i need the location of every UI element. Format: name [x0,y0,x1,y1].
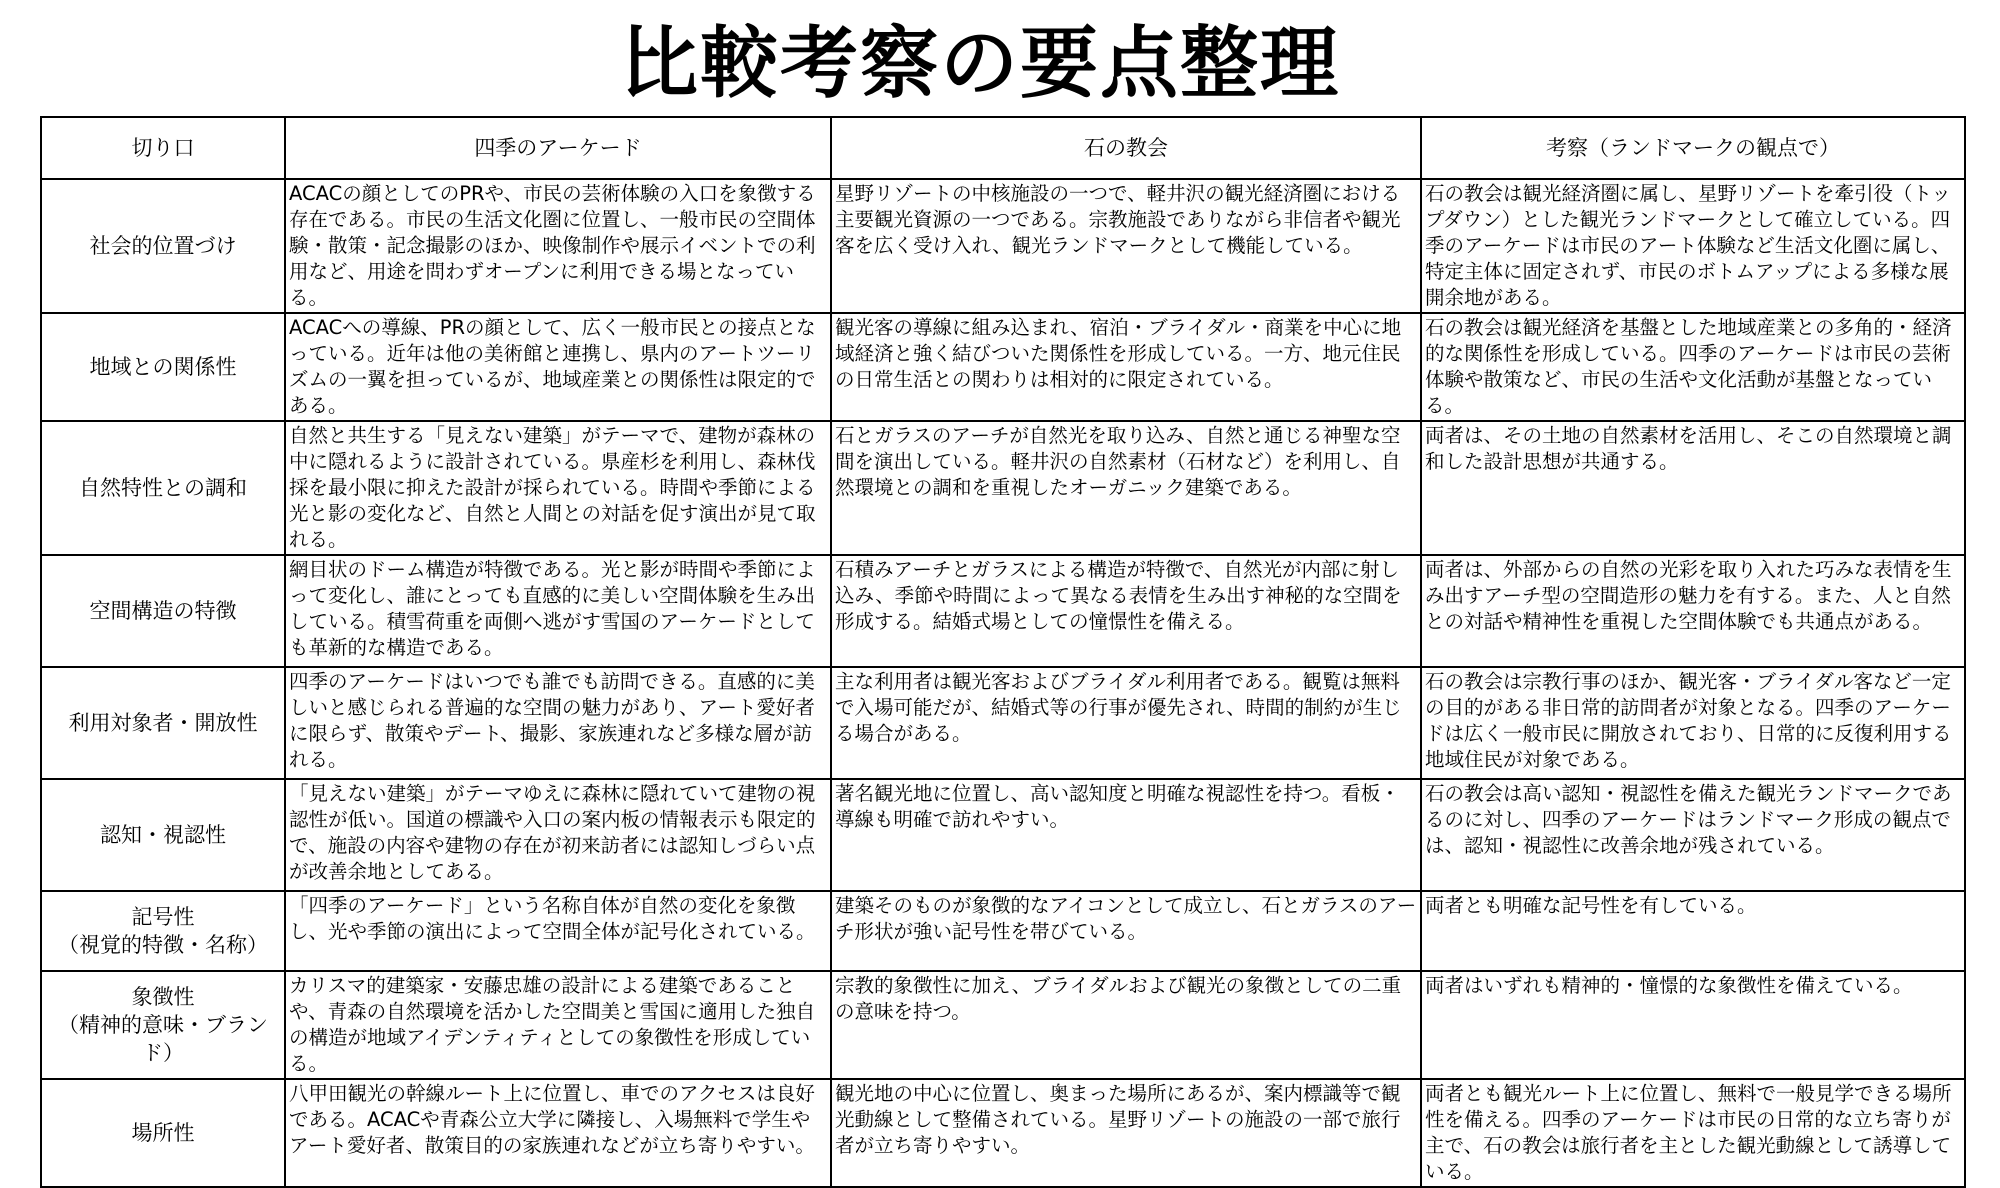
category-label: 自然特性との調和 [79,476,247,500]
row-category [41,179,285,313]
page-title: 比較考察の要点整理 [619,19,1340,109]
arcade-cell: 網目状のドーム構造が特徴である。光と影が時間や季節によって変化し、誰にとっても直感的に美しい空間体験を生み出している。積雪荷重を両側へ逃がす雪国のアーケードとしても革新的な構造である。 [285,555,831,667]
church-cell: 石積みアーチとガラスによる構造が特徴で、自然光が内部に射し込み、季節や時間によって異なる表情を生み出す神秘的な空間を形成する。結婚式場としての憧憬性を備える。 [831,555,1421,667]
church-cell: 石とガラスのアーチが自然光を取り込み、自然と通じる神聖な空間を演出している。軽井沢の自然素材（石材など）を利用し、自然環境との調和を重視したオーガニック建築である。 [831,421,1421,555]
row-category [41,891,285,971]
header-aspect: 切り口 [41,117,285,179]
header-arcade: 四季のアーケード [285,117,831,179]
consideration-cell: 両者は、外部からの自然の光彩を取り入れた巧みな表情を生み出すアーチ型の空間造形の魅力を有する。また、人と自然との対話や精神性を重視した空間体験でも共通点がある。 [1421,555,1965,667]
category-label: 地域との関係性 [89,355,237,379]
table-row [41,179,1965,313]
consideration-cell: 両者とも観光ルート上に位置し、無料で一般見学できる場所性を備える。四季のアーケードは市民の日常的な立ち寄りが主で、石の教会は旅行者を主とした観光動線として誘導している。 [1421,1079,1965,1187]
row-category [41,421,285,555]
church-cell: 主な利用者は観光客およびブライダル利用者である。観覧は無料で入場可能だが、結婚式等の行事が優先され、時間的制約が生じる場合がある。 [831,667,1421,779]
header-church: 石の教会 [831,117,1421,179]
category-label: 社会的位置づけ [89,234,237,258]
category-label: 認知・視認性 [100,823,226,847]
consideration-cell: 石の教会は観光経済圏に属し、星野リゾートを牽引役（トップダウン）とした観光ランドマークとして確立している。四季のアーケードは市民のアート体験など生活文化圏に属し、特定主体に固定されず、市民のボトムアップによる多様な展開余地がある。 [1421,179,1965,313]
row-category [41,667,285,779]
category-label: 利用対象者・開放性 [68,711,258,735]
comparison-table [40,116,1966,1188]
table-row [41,891,1965,971]
row-category [41,971,285,1079]
category-label: 空間構造の特徴 [89,599,237,623]
arcade-cell: 四季のアーケードはいつでも誰でも訪問できる。直感的に美しいと感じられる普遍的な空間の魅力があり、アート愛好者に限らず、散策やデート、撮影、家族連れなど多様な層が訪れる。 [285,667,831,779]
arcade-cell: 「見えない建築」がテーマゆえに森林に隠れていて建物の視認性が低い。国道の標識や入口の案内板の情報表示も限定的で、施設の内容や建物の存在が初来訪者には認知しづらい点が改善余地としてある。 [285,779,831,891]
row-category [41,313,285,421]
consideration-cell: 両者はいずれも精神的・憧憬的な象徴性を備えている。 [1421,971,1965,1079]
church-cell: 観光客の導線に組み込まれ、宿泊・ブライダル・商業を中心に地域経済と強く結びついた関係性を形成している。一方、地元住民の日常生活との関わりは相対的に限定されている。 [831,313,1421,421]
consideration-cell: 石の教会は宗教行事のほか、観光客・ブライダル客など一定の目的がある非日常的訪問者が対象となる。四季のアーケードは広く一般市民に開放されており、日常的に反復利用する地域住民が対象である。 [1421,667,1965,779]
table-row [41,1079,1965,1187]
arcade-cell: 自然と共生する「見えない建築」がテーマで、建物が森林の中に隠れるように設計されている。県産杉を利用し、森林伐採を最小限に抑えた設計が採られている。時間や季節による光と影の変化など、自然と人間との対話を促す演出が見て取れる。 [285,421,831,555]
table-row [41,313,1965,421]
arcade-cell: 八甲田観光の幹線ルート上に位置し、車でのアクセスは良好である。ACACや青森公立大学に隣接し、入場無料で学生やアート愛好者、散策目的の家族連れなどが立ち寄りやすい。 [285,1079,831,1187]
arcade-cell: ACACへの導線、PRの顔として、広く一般市民との接点となっている。近年は他の美術館と連携し、県内のアートツーリズムの一翼を担っているが、地域産業との関係性は限定的である。 [285,313,831,421]
category-sublabel: （視覚的特徴・名称） [58,933,268,957]
table-row [41,779,1965,891]
row-category [41,779,285,891]
table-header-row [41,117,1965,179]
row-category [41,1079,285,1187]
category-label: 記号性 [131,905,195,929]
church-cell: 著名観光地に位置し、高い認知度と明確な視認性を持つ。看板・導線も明確で訪れやすい。 [831,779,1421,891]
category-label: 象徴性 [131,985,195,1009]
table-row [41,421,1965,555]
arcade-cell: ACACの顔としてのPRや、市民の芸術体験の入口を象徴する存在である。市民の生活文化圏に位置し、一般市民の空間体験・散策・記念撮影のほか、映像制作や展示イベントでの利用など、用途を問わずオープンに利用できる場となっている。 [285,179,831,313]
consideration-cell: 両者は、その土地の自然素材を活用し、そこの自然環境と調和した設計思想が共通する。 [1421,421,1965,555]
header-consideration: 考察（ランドマークの観点で） [1421,117,1965,179]
row-category [41,555,285,667]
church-cell: 建築そのものが象徴的なアイコンとして成立し、石とガラスのアーチ形状が強い記号性を帯びている。 [831,891,1421,971]
consideration-cell: 石の教会は観光経済を基盤とした地域産業との多角的・経済的な関係性を形成している。四季のアーケードは市民の芸術体験や散策など、市民の生活や文化活動が基盤となっている。 [1421,313,1965,421]
arcade-cell: カリスマ的建築家・安藤忠雄の設計による建築であることや、青森の自然環境を活かした空間美と雪国に適用した独自の構造が地域アイデンティティとしての象徴性を形成している。 [285,971,831,1079]
church-cell: 観光地の中心に位置し、奥まった場所にあるが、案内標識等で観光動線として整備されている。星野リゾートの施設の一部で旅行者が立ち寄りやすい。 [831,1079,1421,1187]
table-row [41,971,1965,1079]
church-cell: 宗教的象徴性に加え、ブライダルおよび観光の象徴としての二重の意味を持つ。 [831,971,1421,1079]
category-sublabel: （精神的意味・ブランド） [58,1013,268,1065]
church-cell: 星野リゾートの中核施設の一つで、軽井沢の観光経済圏における主要観光資源の一つである。宗教施設でありながら非信者や観光客を広く受け入れ、観光ランドマークとして機能している。 [831,179,1421,313]
consideration-cell: 両者とも明確な記号性を有している。 [1421,891,1965,971]
table-row [41,667,1965,779]
arcade-cell: 「四季のアーケード」という名称自体が自然の変化を象徴し、光や季節の演出によって空間全体が記号化されている。 [285,891,831,971]
comparison-table-container [40,116,1964,1188]
table-row [41,555,1965,667]
category-label: 場所性 [131,1121,195,1145]
consideration-cell: 石の教会は高い認知・視認性を備えた観光ランドマークであるのに対し、四季のアーケードはランドマーク形成の観点では、認知・視認性に改善余地が残されている。 [1421,779,1965,891]
